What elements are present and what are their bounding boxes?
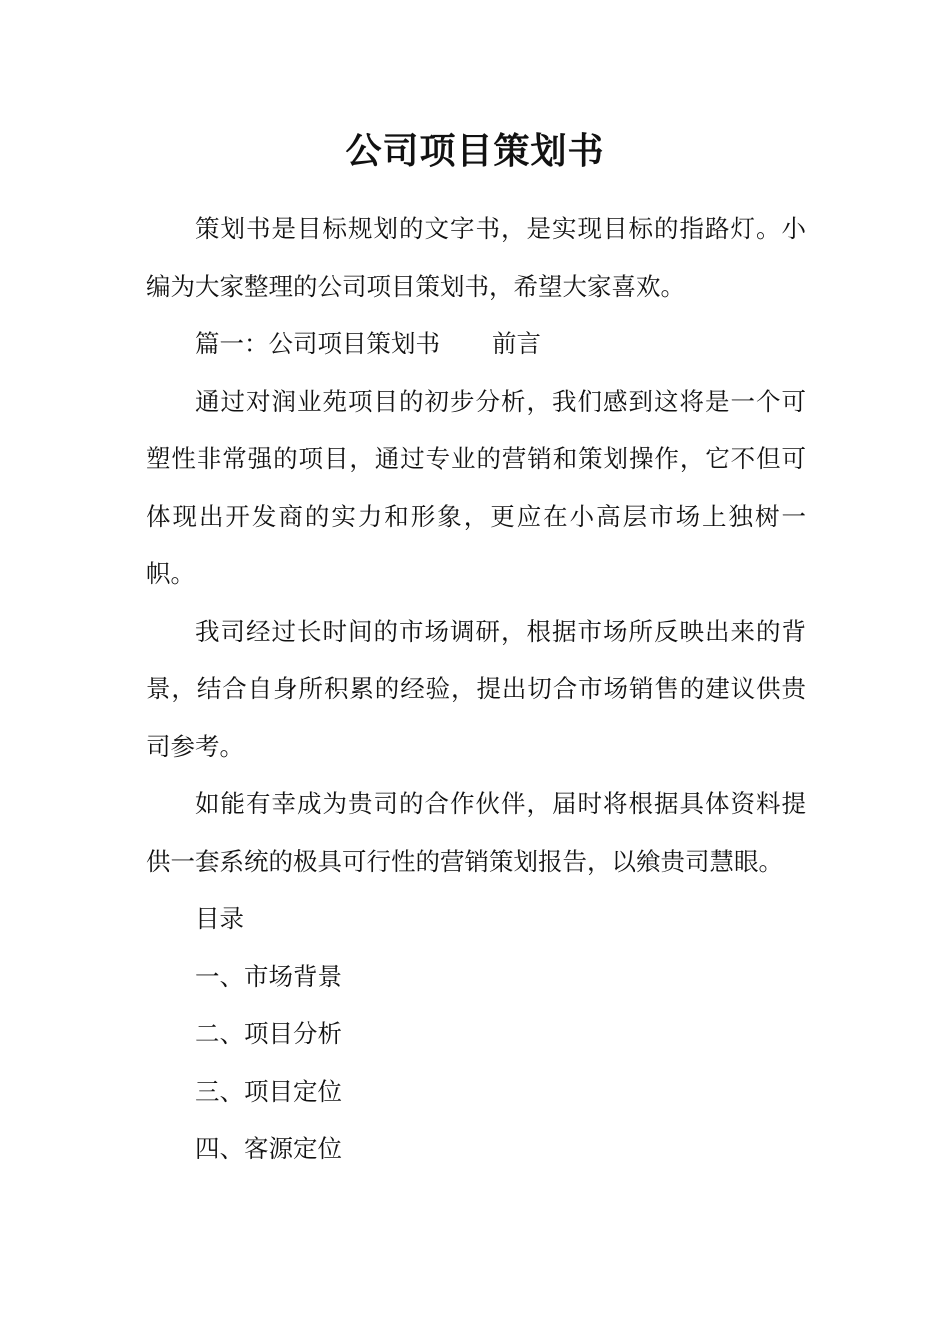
toc-item-2: 二、项目分析 (195, 1019, 342, 1048)
document-title: 公司项目策划书 (345, 130, 605, 172)
toc-item-4: 四、客源定位 (195, 1134, 342, 1163)
intro-paragraph: 策划书是目标规划的文字书，是实现目标的指路灯。小编为大家整理的公司项目策划书，希望大家喜欢。 (146, 214, 806, 301)
section-heading-title: 篇一：公司项目策划书 (195, 329, 440, 358)
body-paragraph-3: 如能有幸成为贵司的合作伙伴，届时将根据具体资料提供一套系统的极具可行性的营销策划报告，以飨贵司慧眼。 (146, 789, 806, 876)
toc-item-1: 一、市场背景 (195, 961, 342, 991)
section-heading (146, 315, 806, 373)
toc-heading: 目录 (195, 904, 244, 933)
body-paragraph-2: 我司经过长时间的市场调研，根据市场所反映出来的背景，结合自身所积累的经验，提出切合市场销售的建议供贵司参考。 (146, 616, 806, 761)
section-heading-preface: 前言 (492, 329, 541, 358)
toc-item-3: 三、项目定位 (195, 1076, 342, 1106)
document-body (146, 200, 806, 1178)
body-paragraph-1: 通过对润业苑项目的初步分析，我们感到这将是一个可塑性非常强的项目，通过专业的营销和策划操作，它不但可体现出开发商的实力和形象，更应在小高层市场上独树一帜。 (146, 386, 806, 588)
